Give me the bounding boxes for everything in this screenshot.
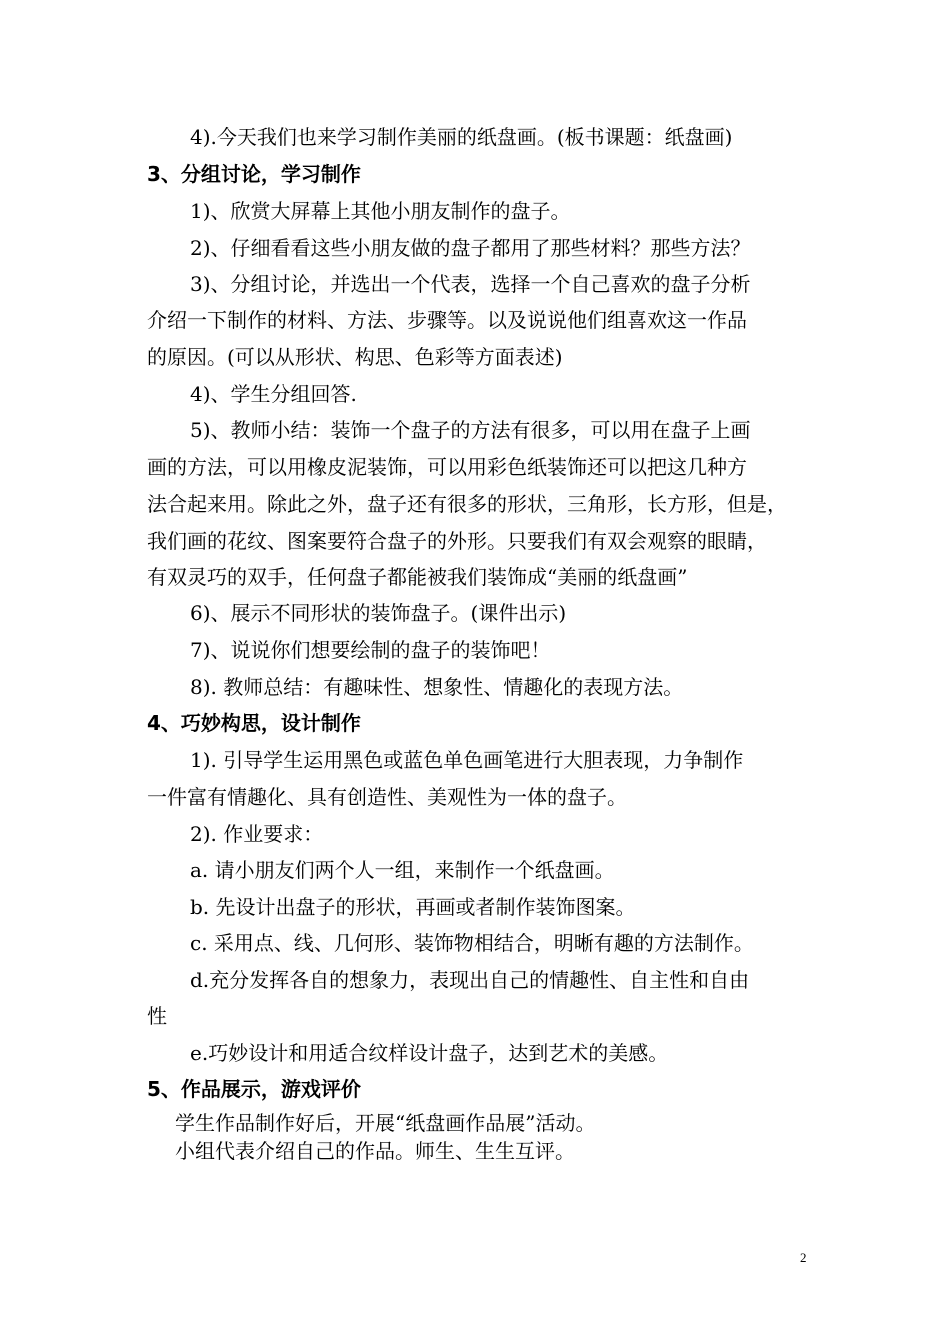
list-item-line: 2). 作业要求： xyxy=(190,822,324,846)
paragraph-line: 学生作品制作好后，开展“纸盘画作品展”活动。 xyxy=(175,1111,596,1135)
list-item-line: 3)、分组讨论，并选出一个代表，选择一个自己喜欢的盘子分析 xyxy=(190,272,751,296)
list-item-line: 5)、教师小结：装饰一个盘子的方法有很多，可以用在盘子上画 xyxy=(190,418,751,442)
list-item-line: 8). 教师总结：有趣味性、想象性、情趣化的表现方法。 xyxy=(190,675,684,699)
list-item-line: c. 采用点、线、几何形、装饰物相结合，明晰有趣的方法制作。 xyxy=(190,931,754,955)
paragraph-line: 法合起来用。除此之外，盘子还有很多的形状，三角形，长方形，但是， xyxy=(147,492,787,516)
list-item-line: 6)、展示不同形状的装饰盘子。(课件出示) xyxy=(190,601,567,625)
paragraph-line: 一件富有情趣化、具有创造性、美观性为一体的盘子。 xyxy=(147,785,627,809)
page-number: 2 xyxy=(800,1250,807,1265)
paragraph-line: 介绍一下制作的材料、方法、步骤等。以及说说他们组喜欢这一作品 xyxy=(147,308,747,332)
list-item-line: 1). 引导学生运用黑色或蓝色单色画笔进行大胆表现，力争制作 xyxy=(190,748,744,772)
list-item-line: 7)、说说你们想要绘制的盘子的装饰吧！ xyxy=(190,638,551,662)
list-item-line: 1)、欣赏大屏幕上其他小朋友制作的盘子。 xyxy=(190,199,571,223)
section-heading-3: 3、分组讨论，学习制作 xyxy=(147,162,361,186)
list-item-line: 4)、学生分组回答. xyxy=(190,382,357,406)
paragraph-line: 的原因。(可以从形状、构思、色彩等方面表述) xyxy=(147,345,563,369)
list-item-line: 2)、仔细看看这些小朋友做的盘子都用了那些材料？那些方法？ xyxy=(190,236,751,260)
paragraph-line: 我们画的花纹、图案要符合盘子的外形。只要我们有双会观察的眼睛， xyxy=(147,529,767,553)
list-item-line: b. 先设计出盘子的形状，再画或者制作装饰图案。 xyxy=(190,895,636,919)
paragraph-line: 4).今天我们也来学习制作美丽的纸盘画。(板书课题：纸盘画) xyxy=(190,125,733,149)
paragraph-line: 性 xyxy=(147,1004,167,1028)
paragraph-line: 有双灵巧的双手，任何盘子都能被我们装饰成“美丽的纸盘画” xyxy=(147,565,688,589)
list-item-line: a. 请小朋友们两个人一组，来制作一个纸盘画。 xyxy=(190,858,615,882)
paragraph-line: 画的方法，可以用橡皮泥装饰，可以用彩色纸装饰还可以把这几种方 xyxy=(147,455,747,479)
list-item-line: d.充分发挥各自的想象力，表现出自己的情趣性、自主性和自由 xyxy=(190,968,750,992)
section-heading-5: 5、作品展示，游戏评价 xyxy=(147,1077,361,1101)
list-item-line: e.巧妙设计和用适合纹样设计盘子，达到艺术的美感。 xyxy=(190,1041,669,1065)
section-heading-4: 4、巧妙构思，设计制作 xyxy=(147,711,361,735)
paragraph-line: 小组代表介绍自己的作品。师生、生生互评。 xyxy=(175,1139,575,1163)
